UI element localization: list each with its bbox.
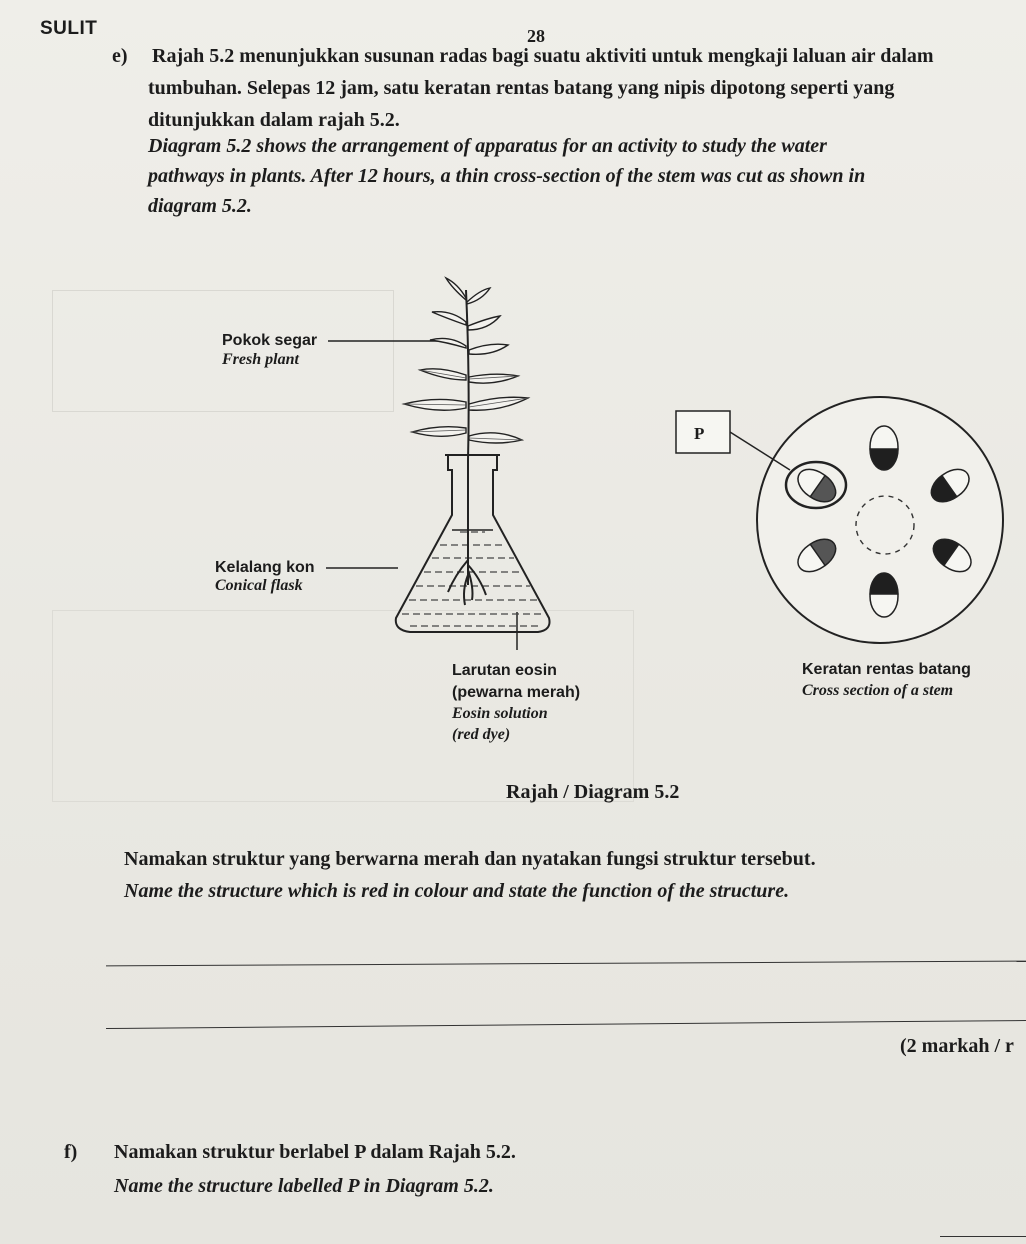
- label-plant-english: Fresh plant: [222, 351, 299, 368]
- question-e-malay-1: Rajah 5.2 menunjukkan susunan radas bagi suatu aktiviti untuk mengkaji laluan air dalam: [152, 45, 934, 67]
- label-cross-malay: Keratan rentas batang: [802, 661, 971, 678]
- stem-cross-section: [676, 397, 1003, 643]
- question-f-label: f): [64, 1141, 78, 1163]
- question-e-label: e): [112, 45, 128, 67]
- question-e-malay-3: ditunjukkan dalam rajah 5.2.: [148, 109, 400, 131]
- question-e-malay-2: tumbuhan. Selepas 12 jam, satu keratan rentas batang yang nipis dipotong seperti yang: [148, 77, 895, 99]
- label-eosin-malay: Larutan eosin: [452, 662, 557, 679]
- question-e-english-1: Diagram 5.2 shows the arrangement of apparatus for an activity to study the water: [148, 135, 827, 157]
- question-f-malay: Namakan struktur berlabel P dalam Rajah 5.2.: [114, 1141, 516, 1163]
- page-number: 28: [527, 26, 545, 46]
- question-f-english: Name the structure labelled P in Diagram 5.2.: [114, 1175, 494, 1197]
- question-e-english-2: pathways in plants. After 12 hours, a thin cross-section of the stem was cut as shown in: [148, 165, 866, 187]
- label-flask-english: Conical flask: [215, 577, 303, 594]
- question-e-english-3: diagram 5.2.: [148, 195, 252, 217]
- label-eosin-malay-2: (pewarna merah): [452, 684, 581, 701]
- diagram-caption: Rajah / Diagram 5.2: [506, 781, 680, 803]
- header-sulit: SULIT: [40, 18, 98, 39]
- question-e-prompt-malay: Namakan struktur yang berwarna merah dan nyatakan fungsi struktur tersebut.: [124, 848, 816, 870]
- conical-flask: [396, 455, 550, 632]
- eosin-solution: [402, 530, 545, 626]
- label-eosin-english: Eosin solution: [452, 705, 548, 722]
- label-flask-malay: Kelalang kon: [215, 559, 315, 576]
- label-p: P: [694, 424, 705, 443]
- label-cross-english: Cross section of a stem: [802, 682, 954, 699]
- question-e-prompt-english: Name the structure which is red in colour and state the function of the structure.: [124, 880, 790, 902]
- marks-label: (2 markah / r: [900, 1035, 1014, 1057]
- label-eosin-english-2: (red dye): [452, 726, 511, 743]
- answer-line-f[interactable]: [940, 1236, 1026, 1237]
- label-plant-malay: Pokok segar: [222, 332, 318, 349]
